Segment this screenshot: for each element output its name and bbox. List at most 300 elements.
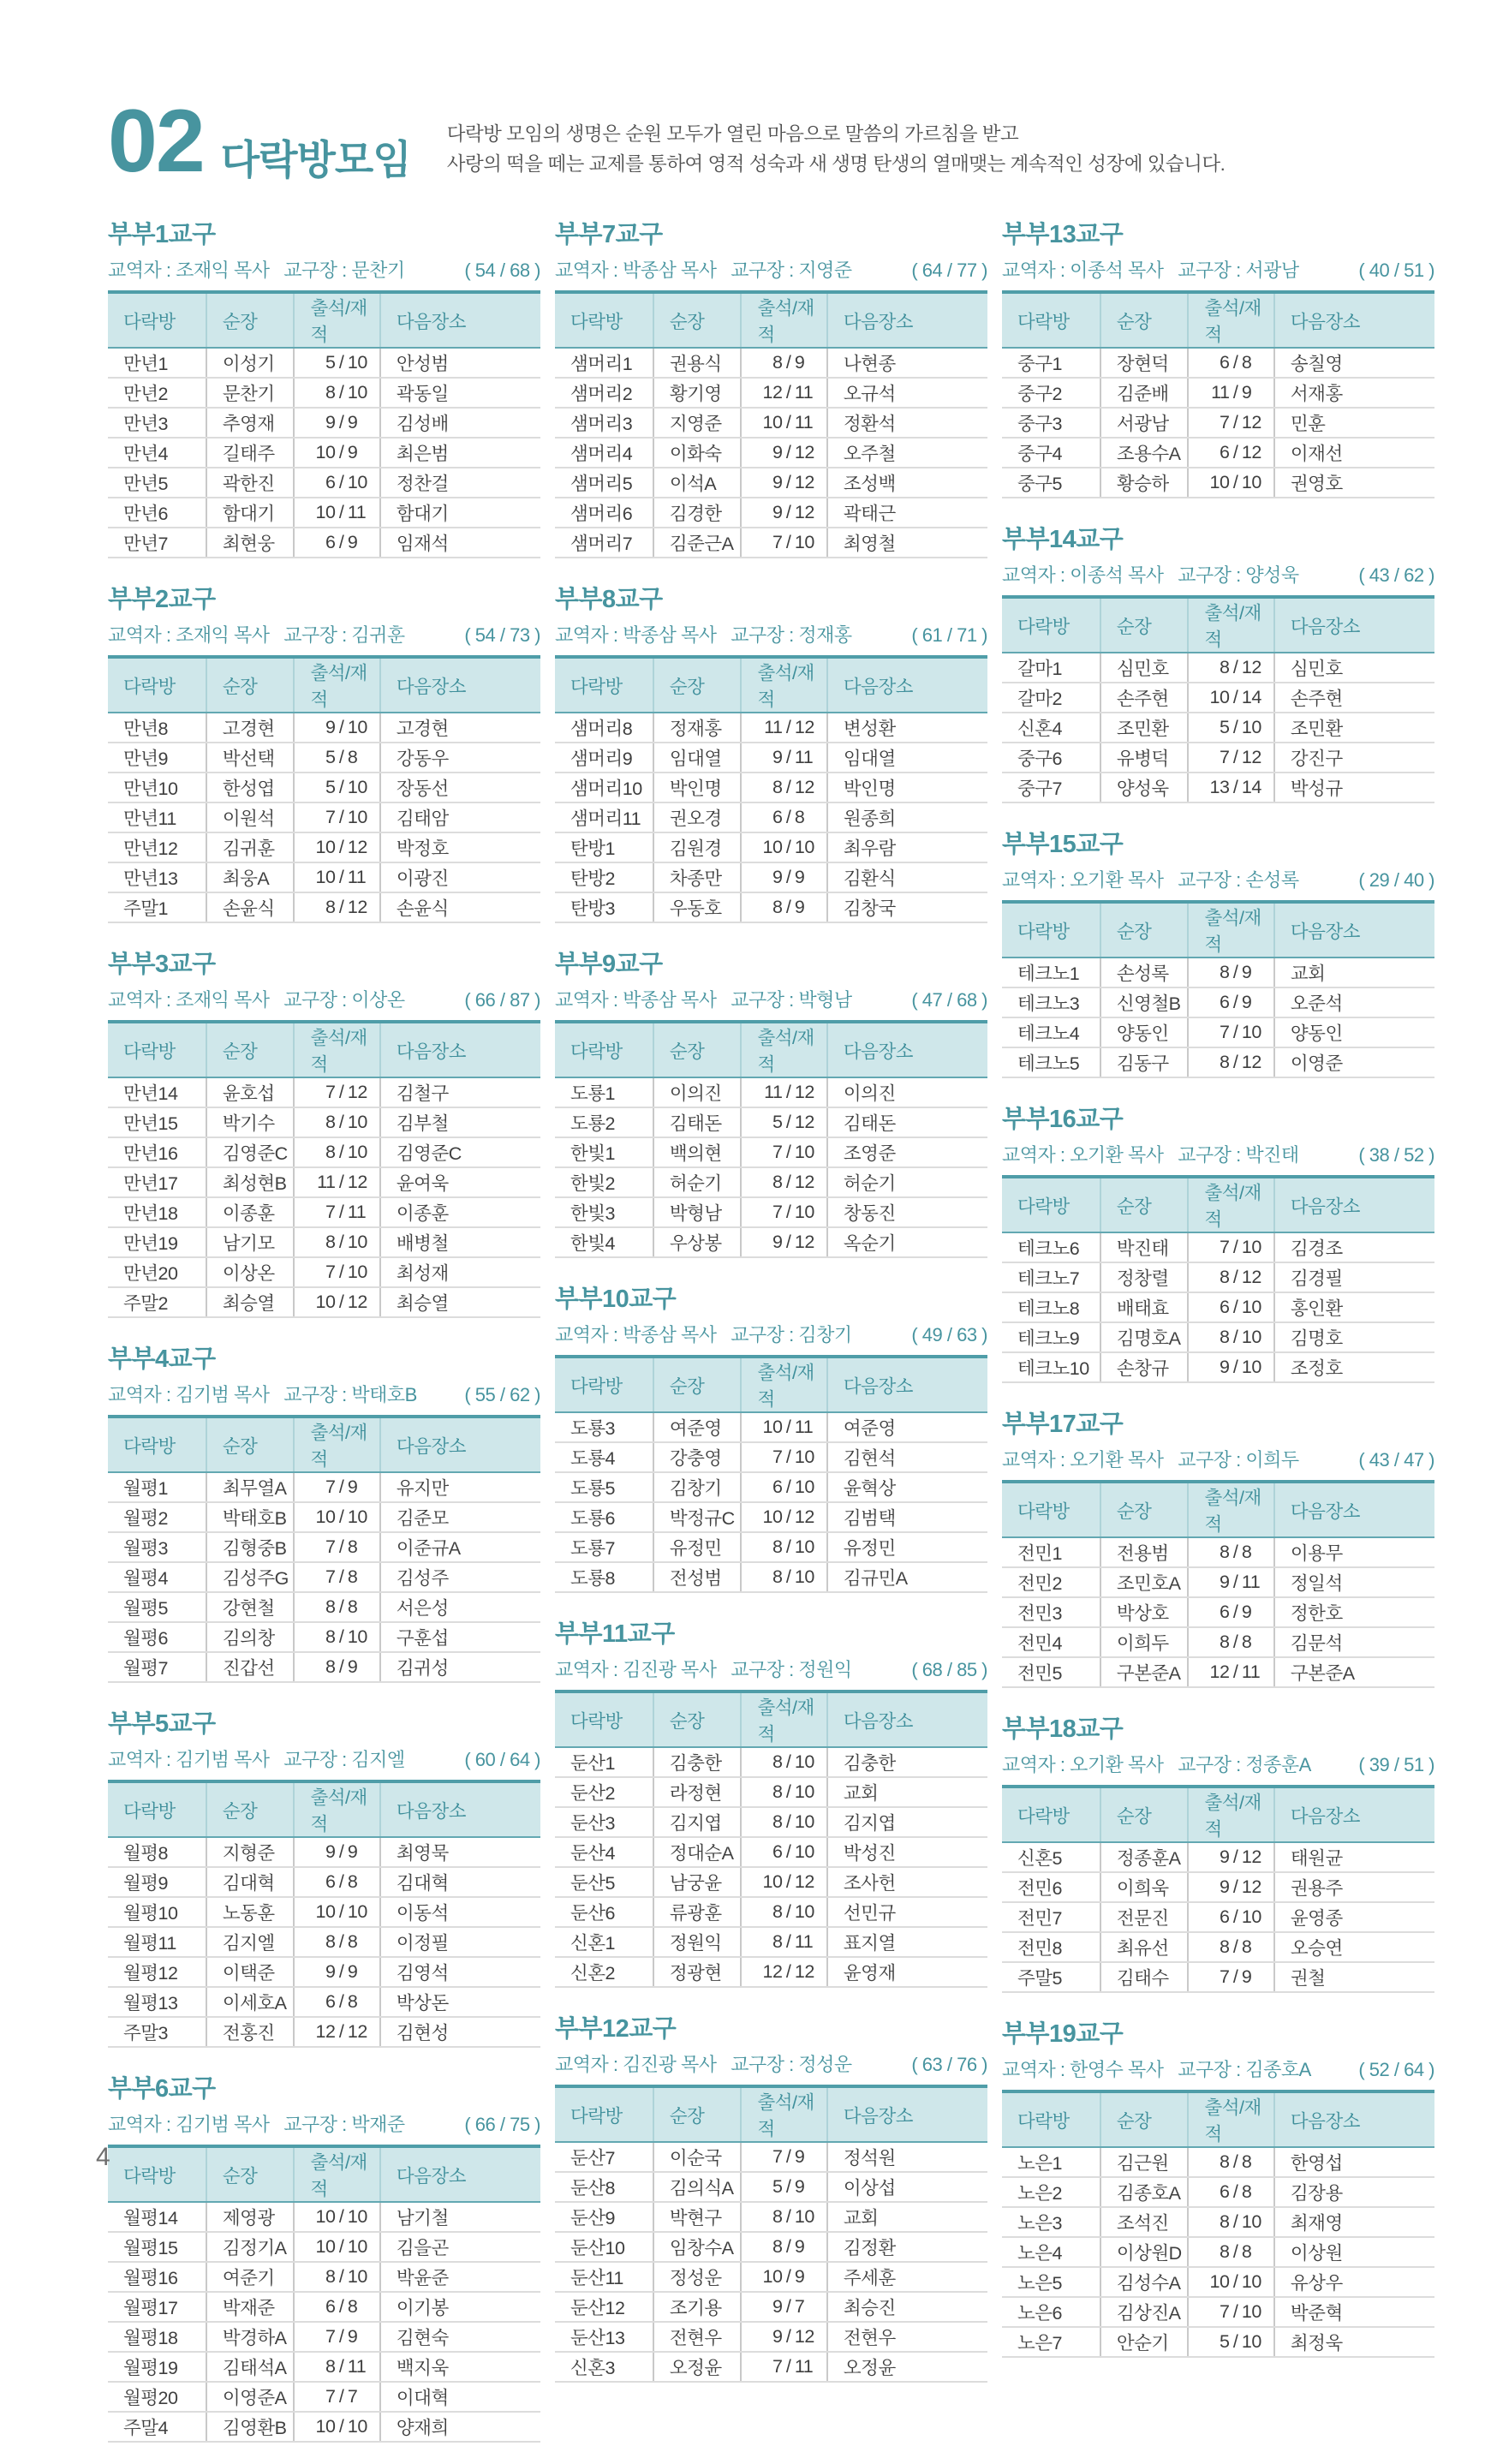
next-place-cell: 최은범 bbox=[380, 438, 540, 468]
soonjang-cell: 정대순A bbox=[653, 1837, 742, 1867]
room-cell: 월평7 bbox=[108, 1652, 206, 1682]
attendance-values: 10 / 10 bbox=[762, 837, 814, 857]
attendance-cell bbox=[294, 892, 379, 922]
soonjang-cell: 김상진A bbox=[1100, 2297, 1189, 2327]
next-place-cell: 이동석 bbox=[380, 1897, 540, 1927]
soonjang-cell: 전용범 bbox=[1100, 1537, 1189, 1567]
soonjang-cell: 박재준 bbox=[206, 2292, 295, 2322]
soonjang-cell: 지형준 bbox=[206, 1837, 295, 1867]
attendance-cell bbox=[1188, 1597, 1273, 1627]
attendance-values: 8 / 12 bbox=[772, 777, 814, 797]
district-table bbox=[108, 1780, 540, 2048]
description-line-2: 사랑의 떡을 떼는 교제를 통하여 영적 성숙과 새 생명 탄생의 열매맺는 계속적인 성장에 있습니다. bbox=[446, 152, 1226, 175]
room-cell: 월평12 bbox=[108, 1957, 206, 1987]
district-title: 부부16교구 bbox=[1002, 1106, 1124, 1133]
soonjang-cell: 강충영 bbox=[653, 1442, 742, 1472]
room-cell: 중구3 bbox=[1002, 408, 1100, 438]
next-place-cell: 김문석 bbox=[1274, 1627, 1434, 1657]
attendance-cell bbox=[741, 1197, 826, 1227]
next-place-cell: 김성주 bbox=[380, 1562, 540, 1592]
next-place-cell: 오정윤 bbox=[827, 2352, 987, 2382]
table-header bbox=[108, 1781, 540, 1837]
district-info-line bbox=[108, 986, 540, 1012]
next-place-cell: 백지욱 bbox=[380, 2352, 540, 2382]
room-cell: 신혼5 bbox=[1002, 1842, 1100, 1872]
district-title: 부부18교구 bbox=[1002, 1715, 1124, 1743]
attendance-values: 7 / 9 bbox=[325, 1477, 358, 1497]
soonjang-cell: 김명호A bbox=[1100, 1322, 1189, 1352]
attendance-cell bbox=[294, 2202, 379, 2232]
column-header-room: 다락방 bbox=[108, 292, 206, 348]
room-cell: 신혼3 bbox=[555, 2352, 653, 2382]
attendance-values: 8 / 9 bbox=[772, 897, 805, 917]
district-section bbox=[108, 1339, 540, 1683]
room-cell: 도룡6 bbox=[555, 1502, 653, 1532]
soonjang-cell: 이택준 bbox=[206, 1957, 295, 1987]
attendance-values: 8 / 11 bbox=[772, 1931, 814, 1952]
room-cell: 도룡4 bbox=[555, 1442, 653, 1472]
district-attendance-total: ( 39 / 51 ) bbox=[1358, 1754, 1434, 1775]
district-staff: 교역자 : 박종삼 목사 교구장 : 박형남 bbox=[555, 989, 852, 1011]
attendance-values: 8 / 9 bbox=[772, 352, 805, 373]
next-place-cell: 손주현 bbox=[1274, 683, 1434, 713]
district-title: 부부1교구 bbox=[108, 221, 216, 248]
next-place-cell: 유정민 bbox=[827, 1532, 987, 1562]
attendance-cell bbox=[741, 2142, 826, 2172]
attendance-cell bbox=[741, 348, 826, 378]
room-cell: 둔산3 bbox=[555, 1807, 653, 1837]
district-staff: 교역자 : 김진광 목사 교구장 : 정성운 bbox=[555, 2054, 852, 2075]
attendance-cell bbox=[741, 1167, 826, 1197]
attendance-cell bbox=[741, 1957, 826, 1987]
next-place-cell: 송칠영 bbox=[1274, 348, 1434, 378]
column-header-soonjang: 순장 bbox=[653, 292, 742, 348]
table-body bbox=[108, 1077, 540, 1317]
table-row bbox=[555, 2232, 987, 2262]
district-staff: 교역자 : 오기환 목사 교구장 : 손성록 bbox=[1002, 869, 1299, 891]
table-header bbox=[1002, 1177, 1434, 1232]
attendance-values: 6 / 8 bbox=[325, 1991, 358, 2012]
soonjang-cell: 양성욱 bbox=[1100, 773, 1189, 802]
attendance-cell bbox=[294, 1197, 379, 1227]
column-header-attendance: 출석/재적 bbox=[741, 1022, 826, 1077]
attendance-cell bbox=[1188, 1292, 1273, 1322]
next-place-cell: 김범택 bbox=[827, 1502, 987, 1532]
column-header-next-place: 다음장소 bbox=[1274, 902, 1434, 958]
attendance-cell bbox=[741, 1807, 826, 1837]
soonjang-cell: 조기용 bbox=[653, 2292, 742, 2322]
column-header-soonjang: 순장 bbox=[653, 1357, 742, 1412]
soonjang-cell: 김동구 bbox=[1100, 1047, 1189, 1077]
district-table bbox=[108, 1415, 540, 1683]
attendance-values: 8 / 9 bbox=[772, 2236, 805, 2257]
room-cell: 둔산9 bbox=[555, 2202, 653, 2232]
table-row bbox=[108, 2382, 540, 2412]
column-header-attendance: 출석/재적 bbox=[1188, 1787, 1273, 1842]
column-header-next-place: 다음장소 bbox=[827, 292, 987, 348]
room-cell: 만년2 bbox=[108, 378, 206, 408]
column-header-attendance: 출석/재적 bbox=[741, 292, 826, 348]
soonjang-cell: 최유선 bbox=[1100, 1932, 1189, 1962]
attendance-cell bbox=[1188, 743, 1273, 773]
attendance-values: 5 / 10 bbox=[325, 352, 367, 373]
column-header-next-place: 다음장소 bbox=[827, 657, 987, 713]
district-table bbox=[108, 290, 540, 558]
table-row bbox=[555, 1137, 987, 1167]
district-staff: 교역자 : 조재익 목사 교구장 : 김귀훈 bbox=[108, 624, 405, 646]
table-row bbox=[108, 1562, 540, 1592]
attendance-cell bbox=[741, 802, 826, 832]
attendance-values: 10 / 11 bbox=[762, 412, 814, 433]
room-cell: 주말4 bbox=[108, 2412, 206, 2442]
attendance-cell bbox=[741, 1867, 826, 1897]
table-row bbox=[108, 1897, 540, 1927]
attendance-cell bbox=[741, 713, 826, 743]
district-section bbox=[1002, 1100, 1434, 1383]
column-header-attendance: 출석/재적 bbox=[1188, 1177, 1273, 1232]
soonjang-cell: 길태주 bbox=[206, 438, 295, 468]
attendance-values: 11 / 12 bbox=[317, 1172, 367, 1192]
attendance-values: 6 / 9 bbox=[1219, 992, 1252, 1012]
soonjang-cell: 손주현 bbox=[1100, 683, 1189, 713]
attendance-values: 7 / 10 bbox=[772, 1202, 814, 1222]
table-row bbox=[1002, 2297, 1434, 2327]
attendance-values: 9 / 12 bbox=[1219, 1876, 1261, 1897]
attendance-cell bbox=[294, 802, 379, 832]
room-cell: 전민8 bbox=[1002, 1932, 1100, 1962]
room-cell: 테크노7 bbox=[1002, 1262, 1100, 1292]
column-header-attendance: 출석/재적 bbox=[1188, 597, 1273, 653]
soonjang-cell: 신영철B bbox=[1100, 987, 1189, 1017]
soonjang-cell: 이세호A bbox=[206, 1987, 295, 2017]
next-place-cell: 정한호 bbox=[1274, 1597, 1434, 1627]
next-place-cell: 김경필 bbox=[1274, 1262, 1434, 1292]
column-header-soonjang: 순장 bbox=[653, 1022, 742, 1077]
attendance-values: 8 / 10 bbox=[325, 382, 367, 403]
attendance-values: 8 / 10 bbox=[325, 1232, 367, 1252]
table-row bbox=[1002, 2267, 1434, 2297]
next-place-cell: 옥순기 bbox=[827, 1227, 987, 1257]
district-staff: 교역자 : 조재익 목사 교구장 : 이상온 bbox=[108, 989, 405, 1011]
soonjang-cell: 김창기 bbox=[653, 1472, 742, 1502]
soonjang-cell: 우동호 bbox=[653, 892, 742, 922]
attendance-values: 7 / 10 bbox=[772, 1142, 814, 1162]
table-header bbox=[555, 1022, 987, 1077]
attendance-values: 8 / 10 bbox=[772, 1781, 814, 1802]
next-place-cell: 한영섭 bbox=[1274, 2147, 1434, 2177]
attendance-values: 9 / 10 bbox=[1219, 1357, 1261, 1377]
soonjang-cell: 황기영 bbox=[653, 378, 742, 408]
next-place-cell: 최재영 bbox=[1274, 2207, 1434, 2237]
attendance-cell bbox=[741, 892, 826, 922]
district-info-line bbox=[108, 1381, 540, 1407]
next-place-cell: 김준모 bbox=[380, 1502, 540, 1532]
district-section bbox=[555, 1280, 987, 1593]
room-cell: 탄방1 bbox=[555, 832, 653, 862]
district-table bbox=[1002, 1480, 1434, 1688]
district-table bbox=[1002, 1175, 1434, 1383]
next-place-cell: 변성환 bbox=[827, 713, 987, 743]
attendance-cell bbox=[294, 438, 379, 468]
attendance-cell bbox=[1188, 2177, 1273, 2207]
attendance-cell bbox=[741, 1927, 826, 1957]
table-header bbox=[1002, 2091, 1434, 2147]
table-row bbox=[1002, 2177, 1434, 2207]
soonjang-cell: 장현덕 bbox=[1100, 348, 1189, 378]
next-place-cell: 박상돈 bbox=[380, 1987, 540, 2017]
district-info-line bbox=[555, 1656, 987, 1682]
room-cell: 만년3 bbox=[108, 408, 206, 438]
attendance-values: 9 / 12 bbox=[772, 472, 814, 492]
column-header-next-place: 다음장소 bbox=[380, 1781, 540, 1837]
attendance-cell bbox=[741, 1837, 826, 1867]
next-place-cell: 조정호 bbox=[1274, 1352, 1434, 1382]
room-cell: 만년16 bbox=[108, 1137, 206, 1167]
attendance-cell bbox=[741, 2352, 826, 2382]
room-cell: 도룡5 bbox=[555, 1472, 653, 1502]
column-header-room: 다락방 bbox=[555, 292, 653, 348]
attendance-values: 8 / 10 bbox=[772, 1751, 814, 1772]
attendance-cell bbox=[741, 1502, 826, 1532]
table-row bbox=[1002, 1017, 1434, 1047]
attendance-values: 10 / 11 bbox=[762, 1417, 814, 1437]
attendance-cell bbox=[294, 1077, 379, 1107]
soonjang-cell: 김정기A bbox=[206, 2232, 295, 2262]
district-attendance-total: ( 68 / 85 ) bbox=[911, 1659, 987, 1680]
attendance-cell bbox=[294, 1592, 379, 1622]
table-row bbox=[108, 862, 540, 892]
table-header bbox=[1002, 1482, 1434, 1537]
column-header-next-place: 다음장소 bbox=[1274, 1787, 1434, 1842]
attendance-cell bbox=[1188, 1537, 1273, 1567]
table-row bbox=[1002, 2237, 1434, 2267]
column-header-next-place: 다음장소 bbox=[1274, 1482, 1434, 1537]
attendance-values: 6 / 10 bbox=[1219, 1906, 1261, 1927]
attendance-cell bbox=[294, 1897, 379, 1927]
next-place-cell: 김지엽 bbox=[827, 1807, 987, 1837]
table-row bbox=[555, 743, 987, 773]
room-cell: 둔산12 bbox=[555, 2292, 653, 2322]
room-cell: 만년15 bbox=[108, 1107, 206, 1137]
soonjang-cell: 권용식 bbox=[653, 348, 742, 378]
soonjang-cell: 이의진 bbox=[653, 1077, 742, 1107]
room-cell: 테크노5 bbox=[1002, 1047, 1100, 1077]
attendance-values: 8 / 10 bbox=[325, 1626, 367, 1647]
district-table bbox=[555, 2085, 987, 2383]
table-row bbox=[555, 378, 987, 408]
table-body bbox=[1002, 653, 1434, 802]
room-cell: 샘머리8 bbox=[555, 713, 653, 743]
room-cell: 테크노9 bbox=[1002, 1322, 1100, 1352]
room-cell: 도룡7 bbox=[555, 1532, 653, 1562]
next-place-cell: 나현종 bbox=[827, 348, 987, 378]
room-cell: 월평20 bbox=[108, 2382, 206, 2412]
soonjang-cell: 김준근A bbox=[653, 528, 742, 558]
attendance-values: 12 / 11 bbox=[762, 382, 814, 403]
district-info-line bbox=[555, 1321, 987, 1347]
attendance-values: 5 / 10 bbox=[1219, 717, 1261, 737]
district-section bbox=[108, 1704, 540, 2048]
room-cell: 만년1 bbox=[108, 348, 206, 378]
column-header-soonjang: 순장 bbox=[1100, 1482, 1189, 1537]
table-row bbox=[555, 832, 987, 862]
attendance-cell bbox=[294, 1562, 379, 1592]
column-header-room: 다락방 bbox=[108, 1022, 206, 1077]
column-header-room: 다락방 bbox=[1002, 1482, 1100, 1537]
room-cell: 중구5 bbox=[1002, 468, 1100, 498]
soonjang-cell: 이상원D bbox=[1100, 2237, 1189, 2267]
next-place-cell: 윤영재 bbox=[827, 1957, 987, 1987]
column-header-soonjang: 순장 bbox=[1100, 2091, 1189, 2147]
room-cell: 월평4 bbox=[108, 1562, 206, 1592]
district-attendance-total: ( 52 / 64 ) bbox=[1358, 2059, 1434, 2080]
room-cell: 전민6 bbox=[1002, 1872, 1100, 1902]
attendance-cell bbox=[741, 773, 826, 802]
attendance-cell bbox=[1188, 1047, 1273, 1077]
table-row bbox=[555, 862, 987, 892]
table-header bbox=[1002, 1787, 1434, 1842]
soonjang-cell: 김근원 bbox=[1100, 2147, 1189, 2177]
table-row bbox=[555, 1837, 987, 1867]
soonjang-cell: 윤호섭 bbox=[206, 1077, 295, 1107]
attendance-cell bbox=[1188, 2147, 1273, 2177]
room-cell: 둔산7 bbox=[555, 2142, 653, 2172]
column-header-next-place: 다음장소 bbox=[827, 2086, 987, 2142]
table-row bbox=[555, 1472, 987, 1502]
table-row bbox=[108, 2262, 540, 2292]
attendance-values: 10 / 12 bbox=[315, 837, 367, 857]
next-place-cell: 이준규A bbox=[380, 1532, 540, 1562]
description-line-1: 다락방 모임의 생명은 순원 모두가 열린 마음으로 말씀의 가르침을 받고 bbox=[446, 123, 1019, 145]
soonjang-cell: 여준기 bbox=[206, 2262, 295, 2292]
table-body bbox=[555, 2142, 987, 2382]
soonjang-cell: 이화숙 bbox=[653, 438, 742, 468]
attendance-values: 8 / 12 bbox=[772, 1172, 814, 1192]
column-header-room: 다락방 bbox=[555, 1691, 653, 1747]
room-cell: 중구4 bbox=[1002, 438, 1100, 468]
attendance-values: 8 / 8 bbox=[1219, 2241, 1252, 2262]
next-place-cell: 표지열 bbox=[827, 1927, 987, 1957]
district-attendance-total: ( 40 / 51 ) bbox=[1358, 260, 1434, 281]
soonjang-cell: 이희욱 bbox=[1100, 1872, 1189, 1902]
next-place-cell: 김성배 bbox=[380, 408, 540, 438]
room-cell: 만년20 bbox=[108, 1257, 206, 1287]
table-row bbox=[108, 378, 540, 408]
district-title: 부부10교구 bbox=[555, 1286, 677, 1313]
soonjang-cell: 김지엘 bbox=[206, 1927, 295, 1957]
attendance-values: 9 / 10 bbox=[325, 717, 367, 737]
district-staff: 교역자 : 박종삼 목사 교구장 : 김창기 bbox=[555, 1324, 852, 1345]
district-attendance-total: ( 47 / 68 ) bbox=[911, 989, 987, 1011]
soonjang-cell: 이성기 bbox=[206, 348, 295, 378]
attendance-cell bbox=[1188, 987, 1273, 1017]
attendance-cell bbox=[1188, 378, 1273, 408]
attendance-values: 6 / 8 bbox=[1219, 2181, 1252, 2202]
column-header-soonjang: 순장 bbox=[206, 292, 295, 348]
attendance-values: 6 / 8 bbox=[1219, 352, 1252, 373]
table-row bbox=[1002, 2327, 1434, 2357]
attendance-cell bbox=[1188, 348, 1273, 378]
column-header-next-place: 다음장소 bbox=[380, 292, 540, 348]
soonjang-cell: 최성현B bbox=[206, 1167, 295, 1197]
table-row bbox=[555, 1532, 987, 1562]
attendance-values: 8 / 12 bbox=[1219, 1052, 1261, 1072]
table-header bbox=[555, 1691, 987, 1747]
soonjang-cell: 김의식A bbox=[653, 2172, 742, 2202]
next-place-cell: 최성재 bbox=[380, 1257, 540, 1287]
column-header-soonjang: 순장 bbox=[1100, 292, 1189, 348]
room-cell: 월평17 bbox=[108, 2292, 206, 2322]
attendance-values: 7 / 10 bbox=[772, 1447, 814, 1467]
attendance-values: 6 / 10 bbox=[325, 472, 367, 492]
table-row bbox=[108, 832, 540, 862]
room-cell: 둔산6 bbox=[555, 1897, 653, 1927]
soonjang-cell: 이영준A bbox=[206, 2382, 295, 2412]
room-cell: 샘머리11 bbox=[555, 802, 653, 832]
next-place-cell: 태원균 bbox=[1274, 1842, 1434, 1872]
attendance-values: 5 / 9 bbox=[772, 2176, 805, 2197]
district-title: 부부15교구 bbox=[1002, 831, 1124, 858]
next-place-cell: 홍인환 bbox=[1274, 1292, 1434, 1322]
next-place-cell: 김철구 bbox=[380, 1077, 540, 1107]
room-cell: 샘머리6 bbox=[555, 498, 653, 528]
attendance-cell bbox=[1188, 1262, 1273, 1292]
attendance-cell bbox=[1188, 1872, 1273, 1902]
district-section bbox=[555, 1614, 987, 1988]
column-header-room: 다락방 bbox=[108, 2146, 206, 2202]
attendance-cell bbox=[294, 2352, 379, 2382]
column-header-next-place: 다음장소 bbox=[1274, 2091, 1434, 2147]
table-row bbox=[555, 1897, 987, 1927]
soonjang-cell: 배태효 bbox=[1100, 1292, 1189, 1322]
room-cell: 노은3 bbox=[1002, 2207, 1100, 2237]
room-cell: 중구1 bbox=[1002, 348, 1100, 378]
district-attendance-total: ( 54 / 73 ) bbox=[464, 624, 540, 646]
table-row bbox=[108, 438, 540, 468]
soonjang-cell: 이상온 bbox=[206, 1257, 295, 1287]
room-cell: 만년8 bbox=[108, 713, 206, 743]
table-body bbox=[555, 713, 987, 922]
district-staff: 교역자 : 조재익 목사 교구장 : 문찬기 bbox=[108, 260, 405, 281]
table-row bbox=[1002, 1262, 1434, 1292]
soonjang-cell: 유병덕 bbox=[1100, 743, 1189, 773]
attendance-cell bbox=[294, 1957, 379, 1987]
table-row bbox=[108, 528, 540, 558]
table-row bbox=[1002, 743, 1434, 773]
attendance-values: 13 / 14 bbox=[1209, 777, 1261, 797]
district-staff: 교역자 : 한영수 목사 교구장 : 김종호A bbox=[1002, 2059, 1311, 2080]
room-cell: 만년19 bbox=[108, 1227, 206, 1257]
table-row bbox=[1002, 1597, 1434, 1627]
attendance-values: 11 / 12 bbox=[764, 717, 814, 737]
soonjang-cell: 조민호A bbox=[1100, 1567, 1189, 1597]
room-cell: 만년13 bbox=[108, 862, 206, 892]
attendance-cell bbox=[294, 773, 379, 802]
district-section bbox=[1002, 825, 1434, 1078]
next-place-cell: 양동인 bbox=[1274, 1017, 1434, 1047]
soonjang-cell: 심민호 bbox=[1100, 653, 1189, 683]
attendance-values: 10 / 14 bbox=[1209, 687, 1261, 707]
district-staff: 교역자 : 박종삼 목사 교구장 : 지영준 bbox=[555, 260, 852, 281]
table-body bbox=[555, 1077, 987, 1257]
attendance-cell bbox=[741, 832, 826, 862]
room-cell: 월평3 bbox=[108, 1532, 206, 1562]
soonjang-cell: 김귀훈 bbox=[206, 832, 295, 862]
attendance-values: 9 / 12 bbox=[772, 442, 814, 462]
attendance-cell bbox=[1188, 438, 1273, 468]
next-place-cell: 원종희 bbox=[827, 802, 987, 832]
room-cell: 만년12 bbox=[108, 832, 206, 862]
